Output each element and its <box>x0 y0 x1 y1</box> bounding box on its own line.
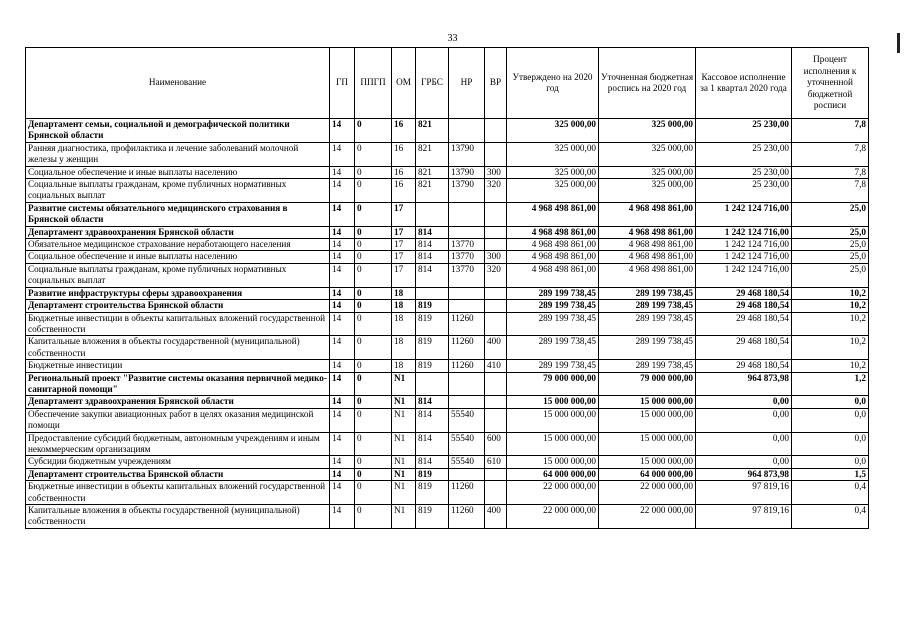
cell-ppgp: 0 <box>355 505 392 529</box>
cell-refined: 289 199 738,45 <box>599 312 696 336</box>
cell-grbs: 819 <box>416 468 449 480</box>
cell-name: Департамент здравоохранения Брянской области <box>26 396 330 408</box>
cell-ppgp: 0 <box>355 360 392 372</box>
cell-om: 16 <box>392 166 416 178</box>
cell-name: Обязательное медицинское страхование неработающего населения <box>26 239 330 251</box>
cell-nr: 55540 <box>449 408 485 432</box>
cell-name: Бюджетные инвестиции <box>26 360 330 372</box>
cell-percent: 10,2 <box>792 336 869 360</box>
header-name: Наименование <box>26 48 330 119</box>
header-vr: ВР <box>485 48 507 119</box>
table-row <box>26 312 869 336</box>
cell-gp: 14 <box>330 166 355 178</box>
cell-nr: 55540 <box>449 456 485 468</box>
cell-grbs: 814 <box>416 239 449 251</box>
cell-cash: 0,00 <box>696 456 792 468</box>
cell-ppgp: 0 <box>355 372 392 396</box>
cell-nr <box>449 226 485 238</box>
cell-ppgp: 0 <box>355 300 392 312</box>
table-row <box>26 263 869 287</box>
cell-om: 16 <box>392 179 416 203</box>
cell-refined: 15 000 000,00 <box>599 396 696 408</box>
table-row <box>26 396 869 408</box>
page-number: 33 <box>447 33 458 44</box>
cell-cash: 29 468 180,54 <box>696 300 792 312</box>
cell-gp: 14 <box>330 251 355 263</box>
cell-gp: 14 <box>330 239 355 251</box>
cell-approved: 289 199 738,45 <box>507 312 599 336</box>
cell-name: Субсидии бюджетным учреждениям <box>26 456 330 468</box>
cell-refined: 4 968 498 861,00 <box>599 226 696 238</box>
cell-grbs: 814 <box>416 456 449 468</box>
cell-gp: 14 <box>330 179 355 203</box>
cell-om: N1 <box>392 408 416 432</box>
cell-percent: 0,0 <box>792 408 869 432</box>
cell-refined: 4 968 498 861,00 <box>599 251 696 263</box>
cell-cash: 29 468 180,54 <box>696 360 792 372</box>
cell-om: N1 <box>392 372 416 396</box>
cell-nr: 13790 <box>449 166 485 178</box>
cell-om: 17 <box>392 263 416 287</box>
cell-ppgp: 0 <box>355 456 392 468</box>
table-row <box>26 239 869 251</box>
cell-ppgp: 0 <box>355 432 392 456</box>
cell-vr <box>485 372 507 396</box>
cell-approved: 15 000 000,00 <box>507 408 599 432</box>
cell-name: Департамент строительства Брянской области <box>26 468 330 480</box>
cell-vr: 400 <box>485 505 507 529</box>
cell-grbs: 819 <box>416 312 449 336</box>
cell-vr <box>485 312 507 336</box>
cell-ppgp: 0 <box>355 119 392 143</box>
cell-ppgp: 0 <box>355 396 392 408</box>
cell-refined: 15 000 000,00 <box>599 432 696 456</box>
cell-ppgp: 0 <box>355 263 392 287</box>
table-row <box>26 251 869 263</box>
cell-gp: 14 <box>330 481 355 505</box>
cell-refined: 22 000 000,00 <box>599 505 696 529</box>
cell-om: N1 <box>392 396 416 408</box>
cell-gp: 14 <box>330 505 355 529</box>
cell-om: 16 <box>392 119 416 143</box>
cell-name: Предоставление субсидий бюджетным, автономным учреждениям и иным некоммерческим организациям <box>26 432 330 456</box>
cell-nr <box>449 202 485 226</box>
cell-om: 18 <box>392 312 416 336</box>
cell-refined: 79 000 000,00 <box>599 372 696 396</box>
cell-grbs: 819 <box>416 360 449 372</box>
table-row <box>26 360 869 372</box>
header-percent: Процент исполнения к уточненной бюджетной росписи <box>792 48 869 119</box>
cell-ppgp: 0 <box>355 336 392 360</box>
cell-ppgp: 0 <box>355 251 392 263</box>
cell-refined: 64 000 000,00 <box>599 468 696 480</box>
cell-om: 17 <box>392 251 416 263</box>
cell-percent: 10,2 <box>792 287 869 299</box>
cell-approved: 15 000 000,00 <box>507 456 599 468</box>
cell-gp: 14 <box>330 287 355 299</box>
table-row <box>26 505 869 529</box>
cell-grbs: 814 <box>416 263 449 287</box>
cell-vr <box>485 408 507 432</box>
table-row <box>26 179 869 203</box>
cell-nr: 11260 <box>449 481 485 505</box>
cell-approved: 79 000 000,00 <box>507 372 599 396</box>
cell-percent: 0,0 <box>792 432 869 456</box>
cell-gp: 14 <box>330 300 355 312</box>
cell-percent: 0,4 <box>792 481 869 505</box>
cell-approved: 289 199 738,45 <box>507 300 599 312</box>
cell-name: Развитие системы обязательного медицинского страхования в Брянской области <box>26 202 330 226</box>
cell-nr <box>449 300 485 312</box>
cell-ppgp: 0 <box>355 468 392 480</box>
cell-refined: 4 968 498 861,00 <box>599 202 696 226</box>
cell-om: 17 <box>392 239 416 251</box>
cell-percent: 1,5 <box>792 468 869 480</box>
cell-name: Департамент семьи, социальной и демографической политики Брянской области <box>26 119 330 143</box>
table-row <box>26 372 869 396</box>
cell-om: N1 <box>392 505 416 529</box>
cell-percent: 25,0 <box>792 202 869 226</box>
cell-approved: 15 000 000,00 <box>507 396 599 408</box>
cell-name: Капитальные вложения в объекты государственной (муниципальной) собственности <box>26 336 330 360</box>
cell-name: Департамент здравоохранения Брянской области <box>26 226 330 238</box>
cell-om: 17 <box>392 202 416 226</box>
cell-nr: 11260 <box>449 336 485 360</box>
cell-grbs: 819 <box>416 481 449 505</box>
cell-refined: 325 000,00 <box>599 166 696 178</box>
cell-refined: 289 199 738,45 <box>599 300 696 312</box>
cell-percent: 7,8 <box>792 119 869 143</box>
cell-gp: 14 <box>330 312 355 336</box>
cell-approved: 325 000,00 <box>507 179 599 203</box>
cell-name: Социальные выплаты гражданам, кроме публичных нормативных социальных выплат <box>26 179 330 203</box>
cell-nr <box>449 287 485 299</box>
table-header-row <box>26 48 869 119</box>
cell-om: 18 <box>392 287 416 299</box>
cell-approved: 289 199 738,45 <box>507 336 599 360</box>
cell-gp: 14 <box>330 142 355 166</box>
header-refined: Уточненная бюджетная роспись на 2020 год <box>599 48 696 119</box>
table-row <box>26 202 869 226</box>
cell-refined: 15 000 000,00 <box>599 456 696 468</box>
cell-vr <box>485 119 507 143</box>
cell-vr <box>485 202 507 226</box>
cell-percent: 25,0 <box>792 239 869 251</box>
cell-cash: 29 468 180,54 <box>696 336 792 360</box>
cell-om: 18 <box>392 300 416 312</box>
cell-refined: 289 199 738,45 <box>599 360 696 372</box>
cell-percent: 10,2 <box>792 360 869 372</box>
cell-vr: 610 <box>485 456 507 468</box>
header-grbs: ГРБС <box>416 48 449 119</box>
cell-nr <box>449 119 485 143</box>
cell-gp: 14 <box>330 432 355 456</box>
cell-ppgp: 0 <box>355 312 392 336</box>
table-row <box>26 481 869 505</box>
cell-om: 16 <box>392 142 416 166</box>
cell-gp: 14 <box>330 202 355 226</box>
cell-approved: 4 968 498 861,00 <box>507 226 599 238</box>
header-ppgp: ППГП <box>355 48 392 119</box>
cell-approved: 325 000,00 <box>507 119 599 143</box>
cell-ppgp: 0 <box>355 287 392 299</box>
budget-table <box>25 47 869 529</box>
cell-grbs <box>416 202 449 226</box>
cell-cash: 97 819,16 <box>696 505 792 529</box>
cell-om: N1 <box>392 432 416 456</box>
cell-grbs: 821 <box>416 119 449 143</box>
cell-cash: 0,00 <box>696 396 792 408</box>
cell-refined: 289 199 738,45 <box>599 287 696 299</box>
cell-gp: 14 <box>330 119 355 143</box>
cell-gp: 14 <box>330 372 355 396</box>
cell-vr <box>485 468 507 480</box>
cell-name: Департамент строительства Брянской области <box>26 300 330 312</box>
cell-nr: 11260 <box>449 312 485 336</box>
header-nr: НР <box>449 48 485 119</box>
cell-refined: 22 000 000,00 <box>599 481 696 505</box>
cell-vr: 300 <box>485 166 507 178</box>
cell-om: N1 <box>392 468 416 480</box>
cell-refined: 4 968 498 861,00 <box>599 263 696 287</box>
table-row <box>26 226 869 238</box>
cell-cash: 964 873,98 <box>696 468 792 480</box>
cell-cash: 0,00 <box>696 408 792 432</box>
cell-om: 17 <box>392 226 416 238</box>
cell-cash: 25 230,00 <box>696 166 792 178</box>
cell-vr: 600 <box>485 432 507 456</box>
table-row <box>26 336 869 360</box>
cell-vr <box>485 396 507 408</box>
cell-gp: 14 <box>330 456 355 468</box>
cell-om: N1 <box>392 481 416 505</box>
cell-gp: 14 <box>330 396 355 408</box>
table-row <box>26 468 869 480</box>
cell-ppgp: 0 <box>355 226 392 238</box>
cell-nr: 13770 <box>449 239 485 251</box>
header-cash: Кассовое исполнение за 1 квартал 2020 года <box>696 48 792 119</box>
cell-ppgp: 0 <box>355 202 392 226</box>
cell-nr: 11260 <box>449 505 485 529</box>
cell-name: Социальное обеспечение и иные выплаты населению <box>26 166 330 178</box>
cell-cash: 25 230,00 <box>696 142 792 166</box>
cell-approved: 4 968 498 861,00 <box>507 251 599 263</box>
cell-gp: 14 <box>330 468 355 480</box>
cell-approved: 4 968 498 861,00 <box>507 239 599 251</box>
cell-name: Социальные выплаты гражданам, кроме публичных нормативных социальных выплат <box>26 263 330 287</box>
cell-gp: 14 <box>330 263 355 287</box>
cell-nr <box>449 372 485 396</box>
cell-approved: 289 199 738,45 <box>507 287 599 299</box>
cell-cash: 97 819,16 <box>696 481 792 505</box>
cell-percent: 1,2 <box>792 372 869 396</box>
cell-grbs: 814 <box>416 226 449 238</box>
cell-percent: 0,4 <box>792 505 869 529</box>
cell-gp: 14 <box>330 226 355 238</box>
cell-cash: 964 873,98 <box>696 372 792 396</box>
table-row <box>26 456 869 468</box>
cell-percent: 10,2 <box>792 300 869 312</box>
cell-refined: 325 000,00 <box>599 119 696 143</box>
cell-vr <box>485 287 507 299</box>
cell-approved: 64 000 000,00 <box>507 468 599 480</box>
cell-name: Капитальные вложения в объекты государственной (муниципальной) собственности <box>26 505 330 529</box>
cell-nr <box>449 468 485 480</box>
cell-grbs: 814 <box>416 396 449 408</box>
header-gp: ГП <box>330 48 355 119</box>
cell-vr: 320 <box>485 179 507 203</box>
cell-cash: 25 230,00 <box>696 119 792 143</box>
cell-percent: 25,0 <box>792 226 869 238</box>
page-edge-mark <box>897 33 900 53</box>
cell-nr: 13790 <box>449 179 485 203</box>
cell-cash: 1 242 124 716,00 <box>696 202 792 226</box>
cell-approved: 15 000 000,00 <box>507 432 599 456</box>
cell-percent: 7,8 <box>792 179 869 203</box>
table-row <box>26 287 869 299</box>
header-approved: Утверждено на 2020 год <box>507 48 599 119</box>
table-body <box>26 119 869 529</box>
cell-approved: 4 968 498 861,00 <box>507 263 599 287</box>
cell-percent: 7,8 <box>792 166 869 178</box>
cell-cash: 0,00 <box>696 432 792 456</box>
cell-cash: 29 468 180,54 <box>696 287 792 299</box>
cell-cash: 29 468 180,54 <box>696 312 792 336</box>
cell-om: 18 <box>392 360 416 372</box>
cell-name: Социальное обеспечение и иные выплаты населению <box>26 251 330 263</box>
cell-vr <box>485 142 507 166</box>
cell-name: Региональный проект "Развитие системы оказания первичной медико-санитарной помощи" <box>26 372 330 396</box>
cell-approved: 4 968 498 861,00 <box>507 202 599 226</box>
cell-cash: 1 242 124 716,00 <box>696 226 792 238</box>
cell-cash: 1 242 124 716,00 <box>696 239 792 251</box>
cell-ppgp: 0 <box>355 239 392 251</box>
cell-nr <box>449 396 485 408</box>
cell-grbs: 814 <box>416 432 449 456</box>
cell-name: Ранняя диагностика, профилактика и лечение заболеваний молочной железы у женщин <box>26 142 330 166</box>
cell-vr: 410 <box>485 360 507 372</box>
cell-nr: 11260 <box>449 360 485 372</box>
cell-name: Развитие инфраструктуры сферы здравоохранения <box>26 287 330 299</box>
table-row <box>26 300 869 312</box>
cell-grbs: 821 <box>416 179 449 203</box>
table-row <box>26 432 869 456</box>
header-om: ОМ <box>392 48 416 119</box>
cell-refined: 4 968 498 861,00 <box>599 239 696 251</box>
cell-vr <box>485 300 507 312</box>
cell-percent: 10,2 <box>792 312 869 336</box>
cell-refined: 15 000 000,00 <box>599 408 696 432</box>
cell-ppgp: 0 <box>355 142 392 166</box>
cell-vr: 320 <box>485 263 507 287</box>
cell-vr: 300 <box>485 251 507 263</box>
cell-vr: 400 <box>485 336 507 360</box>
cell-ppgp: 0 <box>355 408 392 432</box>
cell-om: N1 <box>392 456 416 468</box>
cell-approved: 325 000,00 <box>507 166 599 178</box>
cell-vr <box>485 481 507 505</box>
cell-grbs <box>416 287 449 299</box>
cell-percent: 25,0 <box>792 251 869 263</box>
cell-grbs: 814 <box>416 408 449 432</box>
cell-nr: 55540 <box>449 432 485 456</box>
cell-ppgp: 0 <box>355 179 392 203</box>
cell-grbs: 814 <box>416 251 449 263</box>
cell-name: Бюджетные инвестиции в объекты капитальных вложений государственной собственности <box>26 312 330 336</box>
cell-approved: 22 000 000,00 <box>507 481 599 505</box>
cell-grbs: 819 <box>416 336 449 360</box>
cell-name: Бюджетные инвестиции в объекты капитальных вложений государственной собственности <box>26 481 330 505</box>
cell-grbs: 819 <box>416 505 449 529</box>
cell-cash: 1 242 124 716,00 <box>696 263 792 287</box>
cell-cash: 25 230,00 <box>696 179 792 203</box>
cell-gp: 14 <box>330 408 355 432</box>
cell-percent: 7,8 <box>792 142 869 166</box>
cell-vr <box>485 239 507 251</box>
cell-approved: 325 000,00 <box>507 142 599 166</box>
table-row <box>26 142 869 166</box>
cell-approved: 22 000 000,00 <box>507 505 599 529</box>
cell-grbs <box>416 372 449 396</box>
table-row <box>26 119 869 143</box>
cell-gp: 14 <box>330 360 355 372</box>
cell-refined: 325 000,00 <box>599 142 696 166</box>
cell-name: Обеспечение закупки авиационных работ в целях оказания медицинской помощи <box>26 408 330 432</box>
cell-percent: 0,0 <box>792 396 869 408</box>
cell-percent: 25,0 <box>792 263 869 287</box>
cell-refined: 325 000,00 <box>599 179 696 203</box>
cell-vr <box>485 226 507 238</box>
table-row <box>26 408 869 432</box>
cell-nr: 13790 <box>449 142 485 166</box>
cell-percent: 0,0 <box>792 456 869 468</box>
table-row <box>26 166 869 178</box>
cell-cash: 1 242 124 716,00 <box>696 251 792 263</box>
cell-gp: 14 <box>330 336 355 360</box>
cell-om: 18 <box>392 336 416 360</box>
cell-nr: 13770 <box>449 263 485 287</box>
cell-approved: 289 199 738,45 <box>507 360 599 372</box>
cell-grbs: 819 <box>416 300 449 312</box>
cell-nr: 13770 <box>449 251 485 263</box>
cell-grbs: 821 <box>416 166 449 178</box>
cell-refined: 289 199 738,45 <box>599 336 696 360</box>
cell-ppgp: 0 <box>355 166 392 178</box>
cell-ppgp: 0 <box>355 481 392 505</box>
cell-grbs: 821 <box>416 142 449 166</box>
